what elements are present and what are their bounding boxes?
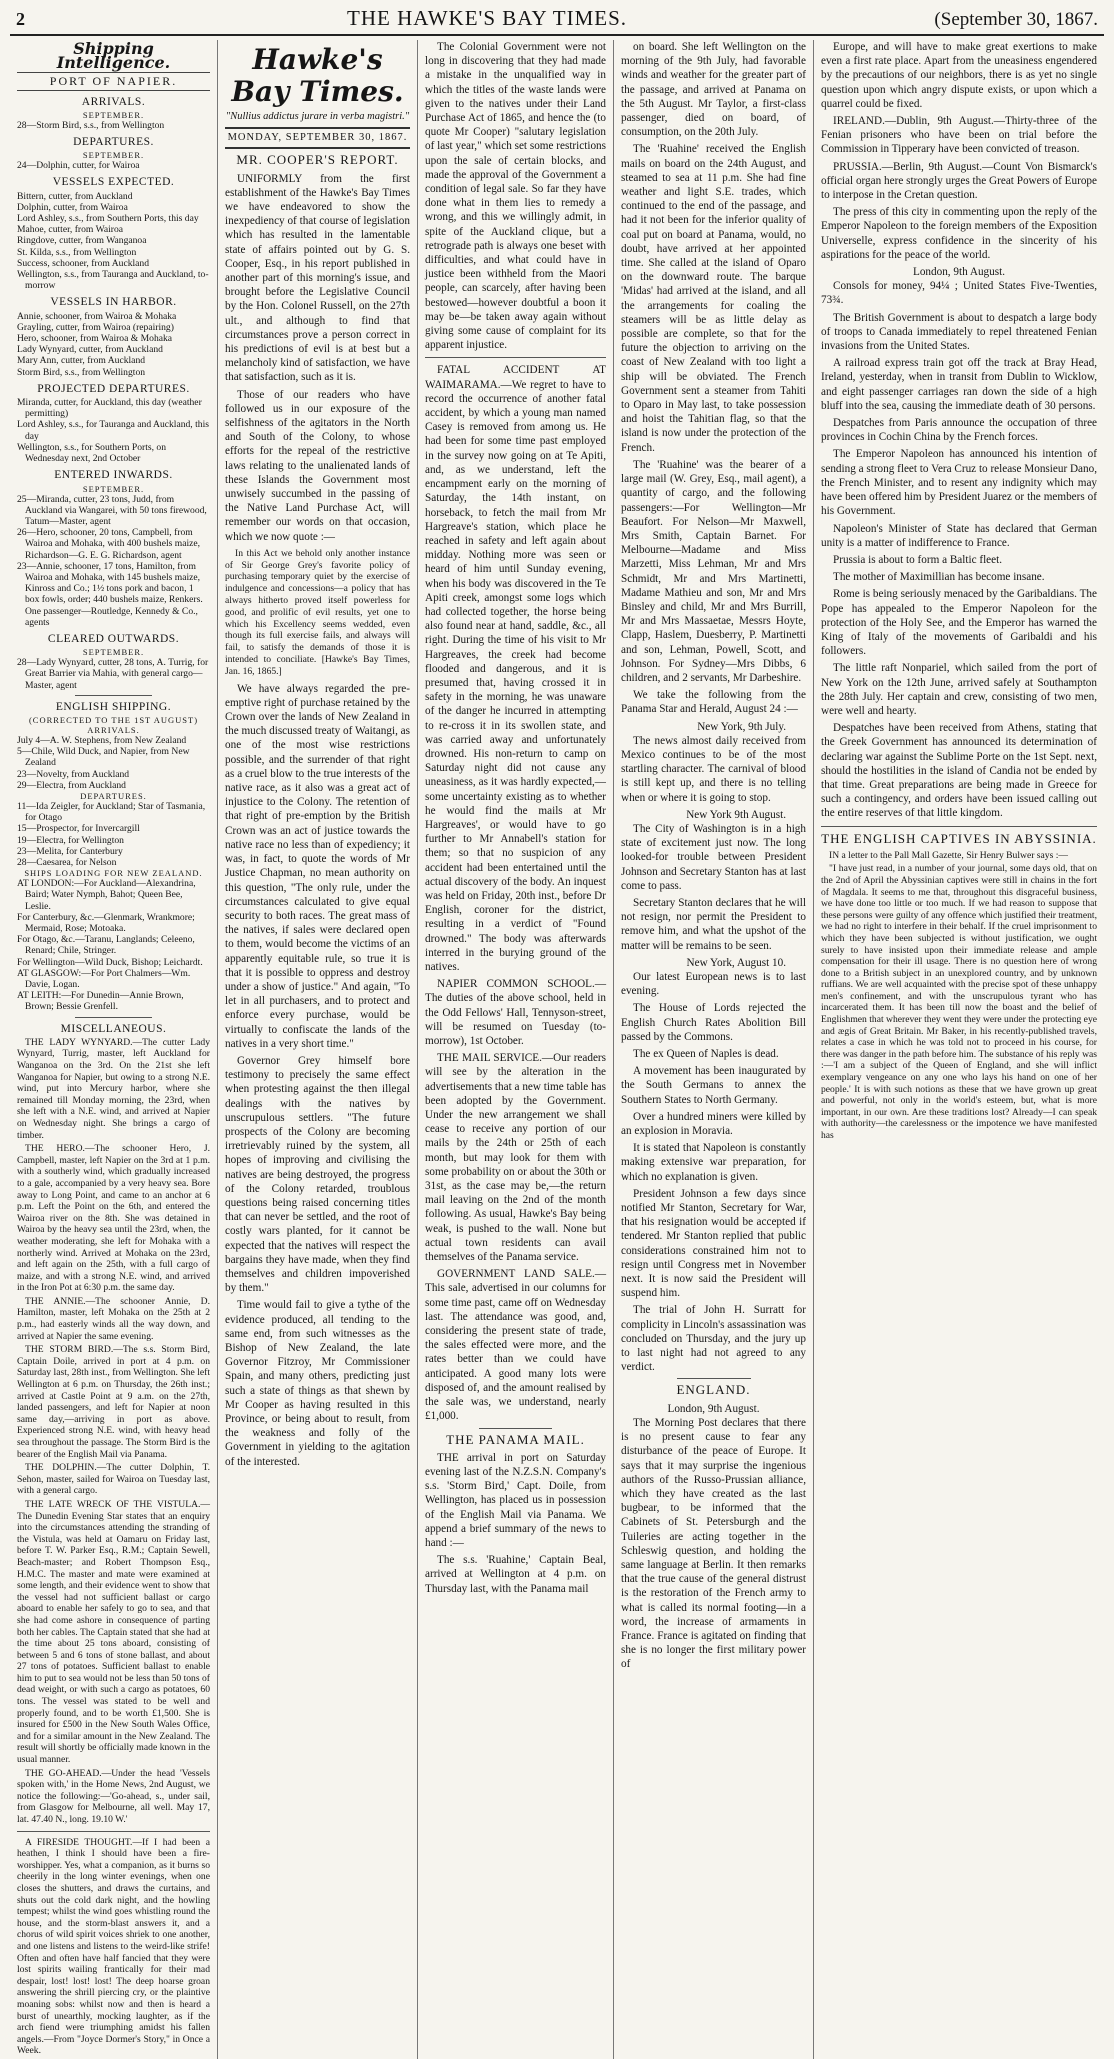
list-item: The ex Queen of Naples is dead. [633,1048,779,1061]
land-sale-heading: GOVERNMENT LAND SALE. [437,1268,595,1281]
divider [75,1017,152,1018]
captives-intro: IN a letter to the Pall Mall Gazette, Sir Henry Bulwer says :— [829,849,1068,861]
common-school-heading: NAPIER COMMON SCHOOL. [437,978,595,991]
english-shipping-heading: ENGLISH SHIPPING. [55,700,172,713]
captives-heading: THE ENGLISH CAPTIVES IN ABYSSINIA. [821,830,1097,846]
list-item: President Johnson a few days since notified Mr Stanton, Secretary for War, that his resignation would be accepted if tendered. Mr Stanton replied that public considerations constrained him not to resign until Congress met in November next. It is now said the President will suspend him. [621,1187,806,1300]
miscellaneous-heading: MISCELLANEOUS. [60,1022,167,1035]
list-item: 29—Electra, from Auckland [17,779,126,791]
list-item: THE STORM BIRD.—The s.s. Storm Bird, Captain Doile, arrived in port at 4 p.m. on Saturday last, 28th inst., from Wellington. She left Wellington at 6 p.m. on Thursday, the 26th inst.; arrived at Castle Point at 9 a.m. on the 27th, landed passengers, and left for Napier at noon same day,—arriving in port as above. Experienced strong N.E. wind, with heavy head sea throughout the passage. The Storm Bird is the bearer of the English Mail via Panama. [17,1344,210,1460]
list-item: Bittern, cutter, from Auckland [17,190,133,202]
list-item: Governor Grey himself bore testimony to precisely the same effect when protesting against the then illegal dealings with the natives by unscrupulous settlers. "The future prospects of the Colony are becoming irretrievably ruined by the system, all hopes of improving and civilising the natives are being destroyed, the progress of the Colony retarded, troublous questions being raised concerning titles that can never be settled, and the root of costly wars planted, for it cannot be expected that the natives will respect the bargains they have made, when they find themselves and children impoverished by them." [225,1054,410,1295]
list-item: Europe, and will have to make great exertions to make even a first rate place. Apart from the uneasiness engendered by the precautions of our neighbors, there is as yet no single question upon which angry dispute exists, or upon which a quarrel could be fixed. [821,41,1097,110]
land-sale-text: —This sale, advertised in our columns for some time past, came off on Wednesday last. The attendance was good, and, considering the present state of trade, the sales effected were more, and the rates better than we could have anticipated. A good many lots were disposed of, and the amount realised by the sale was, we understand, nearly £1,000. [425,1268,606,1423]
list-item: Lord Ashley, s.s., from Southern Ports, this day [17,213,199,225]
new-york-item-1: The news almost daily received from Mexico continues to be of the most startling character. The carnival of blood is still kept up, and there is no telling when or where it is going to stop. [621,734,806,804]
list-item: Secretary Stanton declares that he will not resign, nor permit the President to remove him, and what the upshot of the matter will be remains to be seen. [621,896,806,952]
list-item: 28—Lady Wynyard, cutter, 28 tons, A. Turrig, for Great Barrier via Mahia, with general cargo—Master, agent [17,657,209,691]
cleared-heading: CLEARED OUTWARDS. [47,632,180,645]
list-item: Our latest European news is to last evening. [621,971,806,998]
england-dateline: London, 9th August. [667,1402,760,1415]
mail-service-item [425,1051,606,1264]
list-item: THE HERO.—The schooner Hero, J. Campbell, master, left Napier on the 3rd at 1 p.m. with a southerly wind, which gradually increased to a gale, accompanied by a very heavy sea. Bore away to Long Point, and came to an anchor at 6 p.m. Left the Point on the 6th, and entered the Wairoa river on the 8th. She was detained in Wairoa by the heavy sea until the 23rd, when, the weather moderating, she left for Mohaka with a northerly wind. Arrived at Mohaka on the 23rd, and left again on the 25th, with a full cargo of maize, and with a strong N.E. wind, and arrived in the Iron Pot at 6:30 p.m. the same day. [17,1143,210,1294]
list-item: THE LATE WRECK OF THE VISTULA.—The Dunedin Evening Star states that an enquiry into the circumstances attending the stranding of the Vistula, was held at Oamaru on Friday last, before T. W. Parker Esq., R.M.; Captain Sewell, Beach-master; and Robert Thompson Esq., H.M.C. The master and mate were examined at some length, and their evidence went to show that the vessel had not sufficient ballast or cargo aboard to enable her safely to go to sea, and that she had come ashore in consequence of parting both her cables. The Captain stated that she had at the time about 25 tons aboard, consisting of between 5 and 6 tons of stone ballast, and about 27 tons of potatoes. Sufficient ballast to enable him to put to sea would not be less than 50 tons of dead weight, or with such a cargo as potatoes, 60 tons. The vessel was stated to be well and properly found, and to be worth £1,500. She is insured for £500 in the New South Wales Office, and for a similar amount in the New Zealand. The result will shortly be officially made known in the usual manner. [17,1498,210,1766]
expected-list [17,191,210,292]
article-title: MR. COOPER'S REPORT. [236,152,399,168]
list-item: Time would fail to give a tythe of the evidence produced, all tending to the same end, from such witnesses as the Bishop of New Zealand, the late Governor Fitzroy, Mr Commissioner Spain, and many others, predicting just such a state of things as that shewn by Mr Cooper as having resulted in this Province, or being about to result, from the weakness and folly of the Government in yielding to the agitation of the interested. [225,1299,410,1468]
list-item: Despatches from Paris announce the occupation of three provinces in Cochin China by the French forces. [821,417,1097,444]
shipping-masthead: Shipping Intelligence. [56,39,171,73]
editorial-conclusion [425,40,606,352]
list-item: Lord Ashley, s.s., for Tauranga and Auckland, this day [17,419,209,442]
column-european-news [814,40,1104,2059]
divider [75,695,152,696]
list-item: St. Kilda, s.s., from Wellington [17,246,137,258]
list-item: THE GO-AHEAD.—Under the head 'Vessels spoken with,' in the Home News, 2nd August, we notice the following:—'Go-ahead, s., under sail, from Glasgow for Melbourne, all well. May 17, lat. 47.40 N., long. 19.10 W.' [17,1767,210,1826]
cleared-month: SEPTEMBER. [82,647,145,658]
projected-list [17,397,210,464]
captives-letter: "I have just read, in a number of your journal, some days old, that on the 2nd of April the Abyssinian captives were still in chains in the fort of Magdala. It seems to me that, throughout this disgraceful business, we have done too little or too much. If we had reason to suppose that these persons were guilty of any offence which justified their treatment, we had no right to interfere in their behalf. If the cruel imprisonment to which they have been subjected is without justification, we ought surely to have insisted upon their immediate release and ample compensation for their ill usage. There is no question here of wrong done to a British subject in an unexplored country, and by unknown ruffians. We are well acquainted with the precise spot of these unhappy men's confinement, and with the unscrupulous tyrant who has incarcerated them. It has been till now the boast and the belief of Englishmen that wherever they went they were under the protecting eye and ægis of Great Britain. Mr Baker, in his recently-published travels, relates a case in which he was told not to proceed in his course, for there was danger in the path before him. The substance of his reply was :—'I am a subject of the Queen of England, and she will inflict exemplary vengeance on any one who lays his hand on one of her people.' It is with such notions as these that we have grown up great and powerful, not only in the world's esteem, but, what is more important, in our own. Are these traditions lost? Already—I can speak with authority—the carelessness or the impotence we have manifested has [821,863,1097,1142]
english-arrivals-heading: ARRIVALS. [87,724,140,735]
list-item: Mahoe, cutter, from Wairoa [17,224,124,236]
list-item: The 'Ruahine' received the English mails on board on the 24th August, and steamed to sea at 11 p.m. She had fine weather and light S.E. trades, which continued to the end of the passage, and had it not been for the inferior quality of coal put on board at Panama, would, no doubt, have arrived at her appointed time. She called at the island of Oparo on the downward route. The barque 'Midas' had arrived at the island, and all the arrangements for coaling the steamers will be as little delay as possible are complete, so that for the future the objection to arriving on the coast of New Zealand with too light a ship will be obviated. The French Government sent a steamer from Tahiti to Oparo in May last, to take possession and hoist the Tahitian flag, so that the island is now under the protection of the French. [621,143,806,454]
list-item: The little raft Nonpariel, which sailed from the port of New York on the 12th June, arrived safely at Southampton the 28th July. Her captain and crew, consisting of two men, were well and hearty. [821,662,1097,717]
fatal-accident-heading: FATAL ACCIDENT AT WAIMARAMA. [425,364,606,391]
england-text: The Morning Post declares that there is no present cause to fear any disturbance of the peace of Europe. It says that it may surprise the ingenious authors of the Russo-Prussian alliance, which they have created as the last bugbear, to be informed that the Cabinets of St. Petersburgh and the Tuileries are acting together in the Schleswig question, and holding the same language at Berlin. It then remarks that the true cause of the general distrust is the restoration of the French army to what is called its normal footing—in a word, the increase of armaments in France. France is agitated on finding that she is no longer the first military power of [621,1416,806,1671]
list-item: July 4—A. W. Stephens, from New Zealand [17,734,187,746]
list-item: For Otago, &c.—Taranu, Langlands; Celeeno, Renard; Chile, Stringer. [17,934,195,957]
list-item: Mary Ann, cutter, from Auckland [17,355,146,367]
list-item: 15—Prospector, for Invercargill [17,823,140,835]
ships-loading-heading: SHIPS LOADING FOR NEW ZEALAND. [24,868,203,879]
list-item: Over a hundred miners were killed by an explosion in Moravia. [621,1110,806,1138]
list-item: 11—Ida Zeigler, for Auckland; Star of Tasmania, for Otago [17,800,206,824]
london-items [821,279,1097,820]
england-heading: ENGLAND. [676,1382,751,1398]
list-item: The House of Lords rejected the English Church Rates Abolition Bill passed by the Commons. [621,1002,806,1043]
page-number: 2 [16,9,25,29]
list-item: THE ANNIE.—The schooner Annie, D. Hamilton, master, left Mohaka on the 25th at 2 p.m., had easterly winds all the way down, and arrived at Napier the same evening. [17,1295,210,1342]
cleared-list [17,657,210,691]
list-item: Storm Bird, s.s., from Wellington [17,366,146,378]
list-item: Rome is being seriously menaced by the Garibaldians. The Pope has appealed to the Emperor Napoleon for the protection of the Holy See, and the Emperor has warned the King of Italy of the movements of Garibaldi and his followers. [821,588,1097,658]
departures-heading: DEPARTURES. [73,136,154,149]
entered-month: SEPTEMBER. [82,483,145,494]
list-item: The Emperor Napoleon has announced his intention of sending a strong fleet to Vera Cruz to release Monsieur Dano, the French Minister, and to resent any indignity which may have been offered him by President Juarez or the members of his Government. [821,448,1097,518]
list-item: 23—Melita, for Canterbury [17,845,123,857]
list-item: The Colonial Government were not long in discovering that they had made a mistake in the unqualified way in which the titles of the waste lands were given to the natives under their Land Purchase Act of 1865, and hence the (to quote Mr Cooper) "salutary legislation of last year," which set some restrictions upon the sale of certain blocks, and made the approval of the Government a condition of legal sale. So far they have done what in them lies to remedy a wrong, and this we willingly admit, in spite of the Auckland clique, but a retrograde path is always one beset with difficulties, and what could have in justice been withheld from the Maori people, can scarcely, after having been bestowed—however doubtful a boon it may be—be taken away again without giving some cause of complaint for its apparent injustice. [425,41,606,352]
european-paragraphs [821,40,1097,262]
list-item: 23—Annie, schooner, 17 tons, Hamilton, from Wairoa and Mohaka, with 145 bushels maize, Kinross and Co.; 1½ tons pork and bacon, 1 box fowls, order; 440 bushels maize, Renkers. One passenger—Routledge, Kennedy & Co., agents [17,560,203,628]
list-item: 25—Miranda, cutter, 23 tons, Judd, from Auckland via Wangarei, with 50 tons firewood, Tatum—Master, agent [17,493,207,527]
list-item: Napoleon's Minister of State has declared that German unity is a matter of indifference to France. [821,522,1097,549]
list-item: 28—Caesarea, for Nelson [17,856,117,868]
column-editorial [218,40,418,2059]
list-item: PRUSSIA.—Berlin, 9th August.—Count Von Bismarck's official organ here strongly urges the Great Powers of Europe to interpose in the Cretan question. [821,160,1097,202]
list-item: For Canterbury, &c.—Glenmark, Wrankmore; Mermaid, Rose; Motoaka. [17,911,195,934]
arrivals-month: SEPTEMBER. [82,109,145,120]
list-item: THE LADY WYNYARD.—The cutter Lady Wynyard, Turrig, master, left Auckland for Wanganoa on the 3rd. On the 21st she left Wanganoa for Napier, but owing to a strong N.E. wind, put into Mercury harbor, where she remained till Monday morning, the 23rd, when she left with a N.E. wind, and arrived at Napier on Wednesday night. She brings a cargo of timber. [17,1036,210,1141]
panama-mail-heading: THE PANAMA MAIL. [446,1431,585,1447]
list-item: Hero, schooner, from Wairoa & Mohaka [17,333,173,345]
harbor-list [17,311,210,378]
issue-date: (September 30, 1867. [934,9,1098,30]
list-item: A railroad express train got off the track at Bray Head, Ireland, yesterday, when in transit from Dublin to Wicklow, and eight passenger carriages ran down the side of a high bluff into the sea, causing the immediate death of 30 persons. [821,357,1097,412]
editorial-motto: "Nullius addictus jurare in verba magistri." [225,111,410,122]
english-departures-list [17,801,210,868]
list-item: Dolphin, cutter, from Wairoa [17,201,128,213]
list-item: AT LEITH:—For Dunedin—Annie Brown, Brown; Bessie Grenfell. [17,990,184,1013]
divider [425,357,606,358]
columns [10,39,1104,2057]
fireside-text: —If I had been a heathen, I think I should have been a fire-worshipper. Yes, what a companion, as it burns so cheerily in the long winter evenings, when one closes the shutters, and draws the curtains, and shuts out the cold dark night, and the howling tempest; whilst the wind goes whistling round the house, and the storm-blast answers it, and a chorus of wild spirit voices shriek to one another, and one listens and listens to the weird-like strife! Often and often have half fancied that they were lost spirits wailing frantically for their mad despair, lost! lost! lost! The deep hoarse groan answering the shrill piercing cry, or the plaintive moaning sobs: whilst now and then is heard a burst of unearthly, mocking laughter, as if the arch fiend were triumphing amidst his fallen angels.—From "Joyce Dormer's Story," in Once a Week. [17,1836,210,2057]
list-item: Those of our readers who have followed us in our exposure of the selfishness of the agitators in the North and South of the Colony, to whose efforts for the repeal of the restrictive laws relating to the unalienated lands of these Islands the Government most unwisely succumbed in the passing of the Native Land Purchase Act, will remember our words on that occasion, which we now quote :— [225,388,410,543]
list-item: 28—Storm Bird, s.s., from Wellington [17,119,165,131]
list-item: Consols for money, 94¼ ; United States Five-Twenties, 73¾. [821,280,1097,307]
list-item: Wellington, s.s., from Tauranga and Auckland, to-morrow [17,269,209,292]
list-item: Wellington, s.s., for Southern Ports, on Wednesday next, 2nd October [17,441,166,465]
ships-loading-list [17,878,210,1012]
list-item: The British Government is about to despatch a large body of troops to Canada immediately to repel threatened Fenian invasions from the United States. [821,311,1097,353]
list-item: The trial of John H. Surratt for complicity in Lincoln's assassination was concluded on Thursday, and the jury up to last night had not agreed to any verdict. [621,1304,806,1374]
divider [821,826,1097,827]
divider [17,1831,210,1832]
list-item: For Wellington—Wild Duck, Bishop; Leichardt. [17,956,203,968]
list-item: 19—Electra, for Wellington [17,834,124,846]
london-dateline: London, 9th August. [913,266,1005,279]
list-item: Lady Wynyard, cutter, from Auckland [17,344,163,356]
new-york-dateline-1: New York, 9th July. [697,720,786,733]
port-heading: PORT OF NAPIER. [17,72,210,90]
list-item: We take the following from the Panama Star and Herald, August 24 :— [621,689,806,716]
expected-heading: VESSELS EXPECTED. [52,176,175,189]
list-item: Ringdove, cutter, from Wanganoa [17,235,147,247]
list-item: Despatches have been received from Athens, stating that the Greek Government has announced its determination of declaring war against the Sublime Porte on the 1st Sept. next, should the hostilities in the island of Candia not be ended by that time. Great preparations are being made in Greece for such a contingency, and orders have been issued calling out the entire reserves of that little kingdom. [821,722,1097,820]
page-header [10,6,1104,36]
arrivals-heading: ARRIVALS. [81,95,146,108]
list-item: 26—Hero, schooner, 20 tons, Campbell, from Wairoa and Mohaka, with 400 bushels maize, Richardson—G. E. G. Richardson, agent [17,527,201,561]
list-item: 5—Chile, Wild Duck, and Napier, from New Zealand [17,746,190,769]
new-york-dateline-3: New York, August 10. [686,956,786,969]
editorial-quote: In this Act we behold only another instance of Sir George Grey's favorite policy of purchasing temporary quiet by the exercise of indulgence and concessions—a policy that has always hitherto proved itself powerless for good, and prolific of evil results, yet one to which his Excellency seems wedded, even though its full exercise fails, and always will fail, to satisfy the demands of those it is intended to conciliate. [Hawke's Bay Times, Jan. 16, 1865.] [225,547,410,677]
miscellaneous-list [17,1037,210,1826]
list-item: A movement has been inaugurated by the South Germans to annex the Southern States to North Germany. [621,1065,806,1106]
column-shipping [10,40,218,2059]
english-shipping-sub: (CORRECTED TO THE 1ST AUGUST) [28,714,199,725]
list-item: IRELAND.—Dublin, 9th August.—Thirty-three of the Fenian prisoners who have been on trial before the Commission in Tipperary have been convicted of treason. [821,115,1097,156]
panama-mail-text: The s.s. 'Ruahine,' Captain Beal, arrived at Wellington at 4 p.m. on Thursday last, with the Panama mail [425,1554,606,1595]
list-item: Grayling, cutter, from Wairoa (repairing) [17,321,174,333]
departures-month: SEPTEMBER. [82,150,145,161]
new-york-items-3 [621,970,806,1374]
departures-list [17,160,210,171]
new-york-items-2 [621,822,806,953]
list-item: It is stated that Napoleon is constantly making extensive war preparation, for which no explanation is given. [621,1142,806,1183]
common-school-item [425,977,606,1048]
editorial-paragraphs-continued [225,682,410,1469]
list-item: THE DOLPHIN.—The cutter Dolphin, T. Sehon, master, sailed for Wairoa on Tuesday last, with a general cargo. [17,1462,210,1497]
mail-service-heading: THE MAIL SERVICE. [437,1052,542,1065]
land-sale-item [425,1267,606,1423]
fireside-heading: A FIRESIDE THOUGHT. [25,1836,133,1848]
entered-heading: ENTERED INWARDS. [54,469,173,482]
column-panama-news [614,40,814,2059]
divider [677,1378,751,1379]
list-item: Miranda, cutter, for Auckland, this day (weather permitting) [17,397,202,420]
newspaper-title: THE HAWKE'S BAY TIMES. [347,6,627,30]
list-item: AT LONDON:—For Auckland—Alexandrina, Baird; Water Nymph, Bahot; Queen Bee, Leslie. [17,878,196,912]
common-school-text: —The duties of the above school, held in the Odd Fellows' Hall, Tennyson-street, will be resumed on Tuesday (to-morrow), 1st October. [425,978,606,1048]
list-item: 24—Dolphin, cutter, for Wairoa [17,160,140,172]
editorial-masthead: Hawke's Bay Times. [231,43,404,108]
list-item: on board. She left Wellington on the morning of the 9th July, had favorable winds and weather for the greater part of the passage, and arrived at Panama on the 5th August. Mr Taylor, a first-class passenger, died on board, of consumption, on the 20th July. [621,41,806,139]
list-item: 23—Novelty, from Auckland [17,768,130,780]
entered-list [17,494,210,628]
list-item: The 'Ruahine' was the bearer of a large mail (W. Grey, Esq., mail agent), a quantity of cargo, and the following passengers:—For Wellington—Mr Beaufort. For Nelson—Mr Maxwell, Mrs Smith, Captain Barnet. For Melbourne—Madame and Miss Marzetti, Miss Lehman, Mr and Mrs Schmidt, Mr and Mrs Martinetti, Madame Mathieu and son, Mr and Mrs Binsley and child, Mr and Mrs Burrill, Mr and Mrs Massaetae, Messrs Hoyte, Clapp, Haslem, Duesberry, P. Martinetti and son, Lehman, Powell, Scott, and Johnson. For Sydney—Mrs Dibbs, 6 children, and 2 servants, Mr Darbeshire. [621,458,806,684]
fatal-accident-text: —We regret to have to record the occurrence of another fatal accident, by which a young man named Casey is removed from among us. He had been for some time past employed in the survey now going on at Te Apiti, and, as we understand, left the encampment early on the morning of Saturday, the 14th instant, on horseback, to fetch the mail from Mr Hargreave's station, which place he reached in safety and left again about midday. Nothing more was seen or heard of him until Sunday evening, when his body was discovered in the Te Apiti creek, amongst some logs which had collected together, the horse being also found near at hand, saddle, &c., all right. During the time of his visit to Mr Hargreaves, the creek had become flooded and dangerous, and it is presumed that, having crossed it in safety in the morning, he was unaware of the danger he incurred in attempting to re-cross it in its swollen state, and was carried away and unfortunately drowned. His non-return to camp on Saturday night did not cause any uneasiness, as it was hardly expected,—some uncertainty existing as to whether he would find the mails at Mr Hargreaves', or would have to go further to Mr Annabell's station for them; so that no suspicion of any accident had been entertained until the actual discovery of the body. An inquest was held on Friday, 20th inst., before Dr English, coroner for the district, resulting in a verdict of "Found drowned." The body was afterwards interred in the burying ground of the natives. [425,378,606,973]
panama-paragraphs [621,40,806,717]
list-item: Success, schooner, from Auckland [17,257,150,269]
list-item: Prussia is about to form a Baltic fleet. [833,553,1003,566]
list-item: AT GLASGOW:—For Port Chalmers—Wm. Davie, Logan. [17,967,191,991]
list-item: The press of this city in commenting upon the reply of the Emperor Napoleon to the foreign members of the Exposition Universelle, express confidence in the sincerity of his aspirations for the peace of the world. [821,206,1097,261]
list-item: The mother of Maximillian has become insane. [833,571,1045,584]
editorial-dateline: MONDAY, SEPTEMBER 30, 1867. [225,127,410,149]
arrivals-list [17,120,210,131]
new-york-dateline-2: New York 9th August. [686,808,786,821]
list-item: Annie, schooner, from Wairoa & Mohaka [17,310,177,322]
mail-service-text: —Our readers will see by the alteration in the advertisements that a new time table has been adopted by the Government. Under the new arrangement we shall cease to receive any portion of our mails by the 24th or 25th of each month, but may look for them with some probability on or about the 30th or 31st, as the case may be,—the return mail leaving on the 2nd of the month following. As usual, Hawke's Bay being weak, is pushed to the wall. None but actual town residents can avail themselves of the Panama service. [425,1052,606,1264]
divider [479,1428,551,1429]
fatal-accident-item [425,363,606,974]
harbor-heading: VESSELS IN HARBOR. [50,296,177,309]
fireside-thought [17,1837,210,2057]
list-item: The City of Washington is in a high state of excitement just now. The long looked-for trouble between President Johnson and Secretary Stanton has at last come to pass. [621,822,806,892]
panama-mail-intro: THE arrival in port on Saturday evening last of the N.Z.S.N. Company's s.s. 'Storm Bird,' Capt. Doile, from Wellington, has placed us in possession of the English Mail via Panama. We append a brief summary of the news to hand :— [425,1451,606,1549]
projected-heading: PROJECTED DEPARTURES. [37,382,190,395]
english-arrivals-list [17,735,210,791]
list-item: UNIFORMLY from the first establishment of the Hawke's Bay Times we have endeavored to show the inexpediency of that course of legislation which has resulted in the lamentable state of affairs pointed out by G. S. Cooper, Esq., in his report published in another part of this morning's issue, and brought before the Legislative Council by the Hon. Colonel Russell, on the 27th ult., and although to find that circumstances prove a person correct in his predictions of evil is at best but a melancholy kind of satisfaction, we have that satisfaction, such as it is. [225,172,410,384]
editorial-paragraphs [225,172,410,544]
list-item: We have always regarded the pre-emptive right of purchase retained by the Crown over the lands of New Zealand in the much discussed treaty of Waitangi, as one of the most wise restrictions possible, and the surrender of that right as a cruel blow to the true interests of the native race, as it also was a great act of injustice to the Colony. The retention of that right of pre-emption by the British Crown was an act of justice towards the native race no less than of expediency; it was, in fact, to quote the words of Mr Justice Chapman, no mean authority on this question, "The only rule, under the circumstances calculated to give equal security to both races. The great mass of the natives, if sales were declared open to them, would become the victims of an apparently equitable rule, so true it is that it is possible to oppress and destroy under a show of justice." And again, "To let in all purchasers, and to protect and enforce every purchase, would be virtually to confiscate the lands of the natives in a very short time." [225,682,410,1050]
english-departures-heading: DEPARTURES. [80,790,147,801]
column-local-news [418,40,614,2059]
